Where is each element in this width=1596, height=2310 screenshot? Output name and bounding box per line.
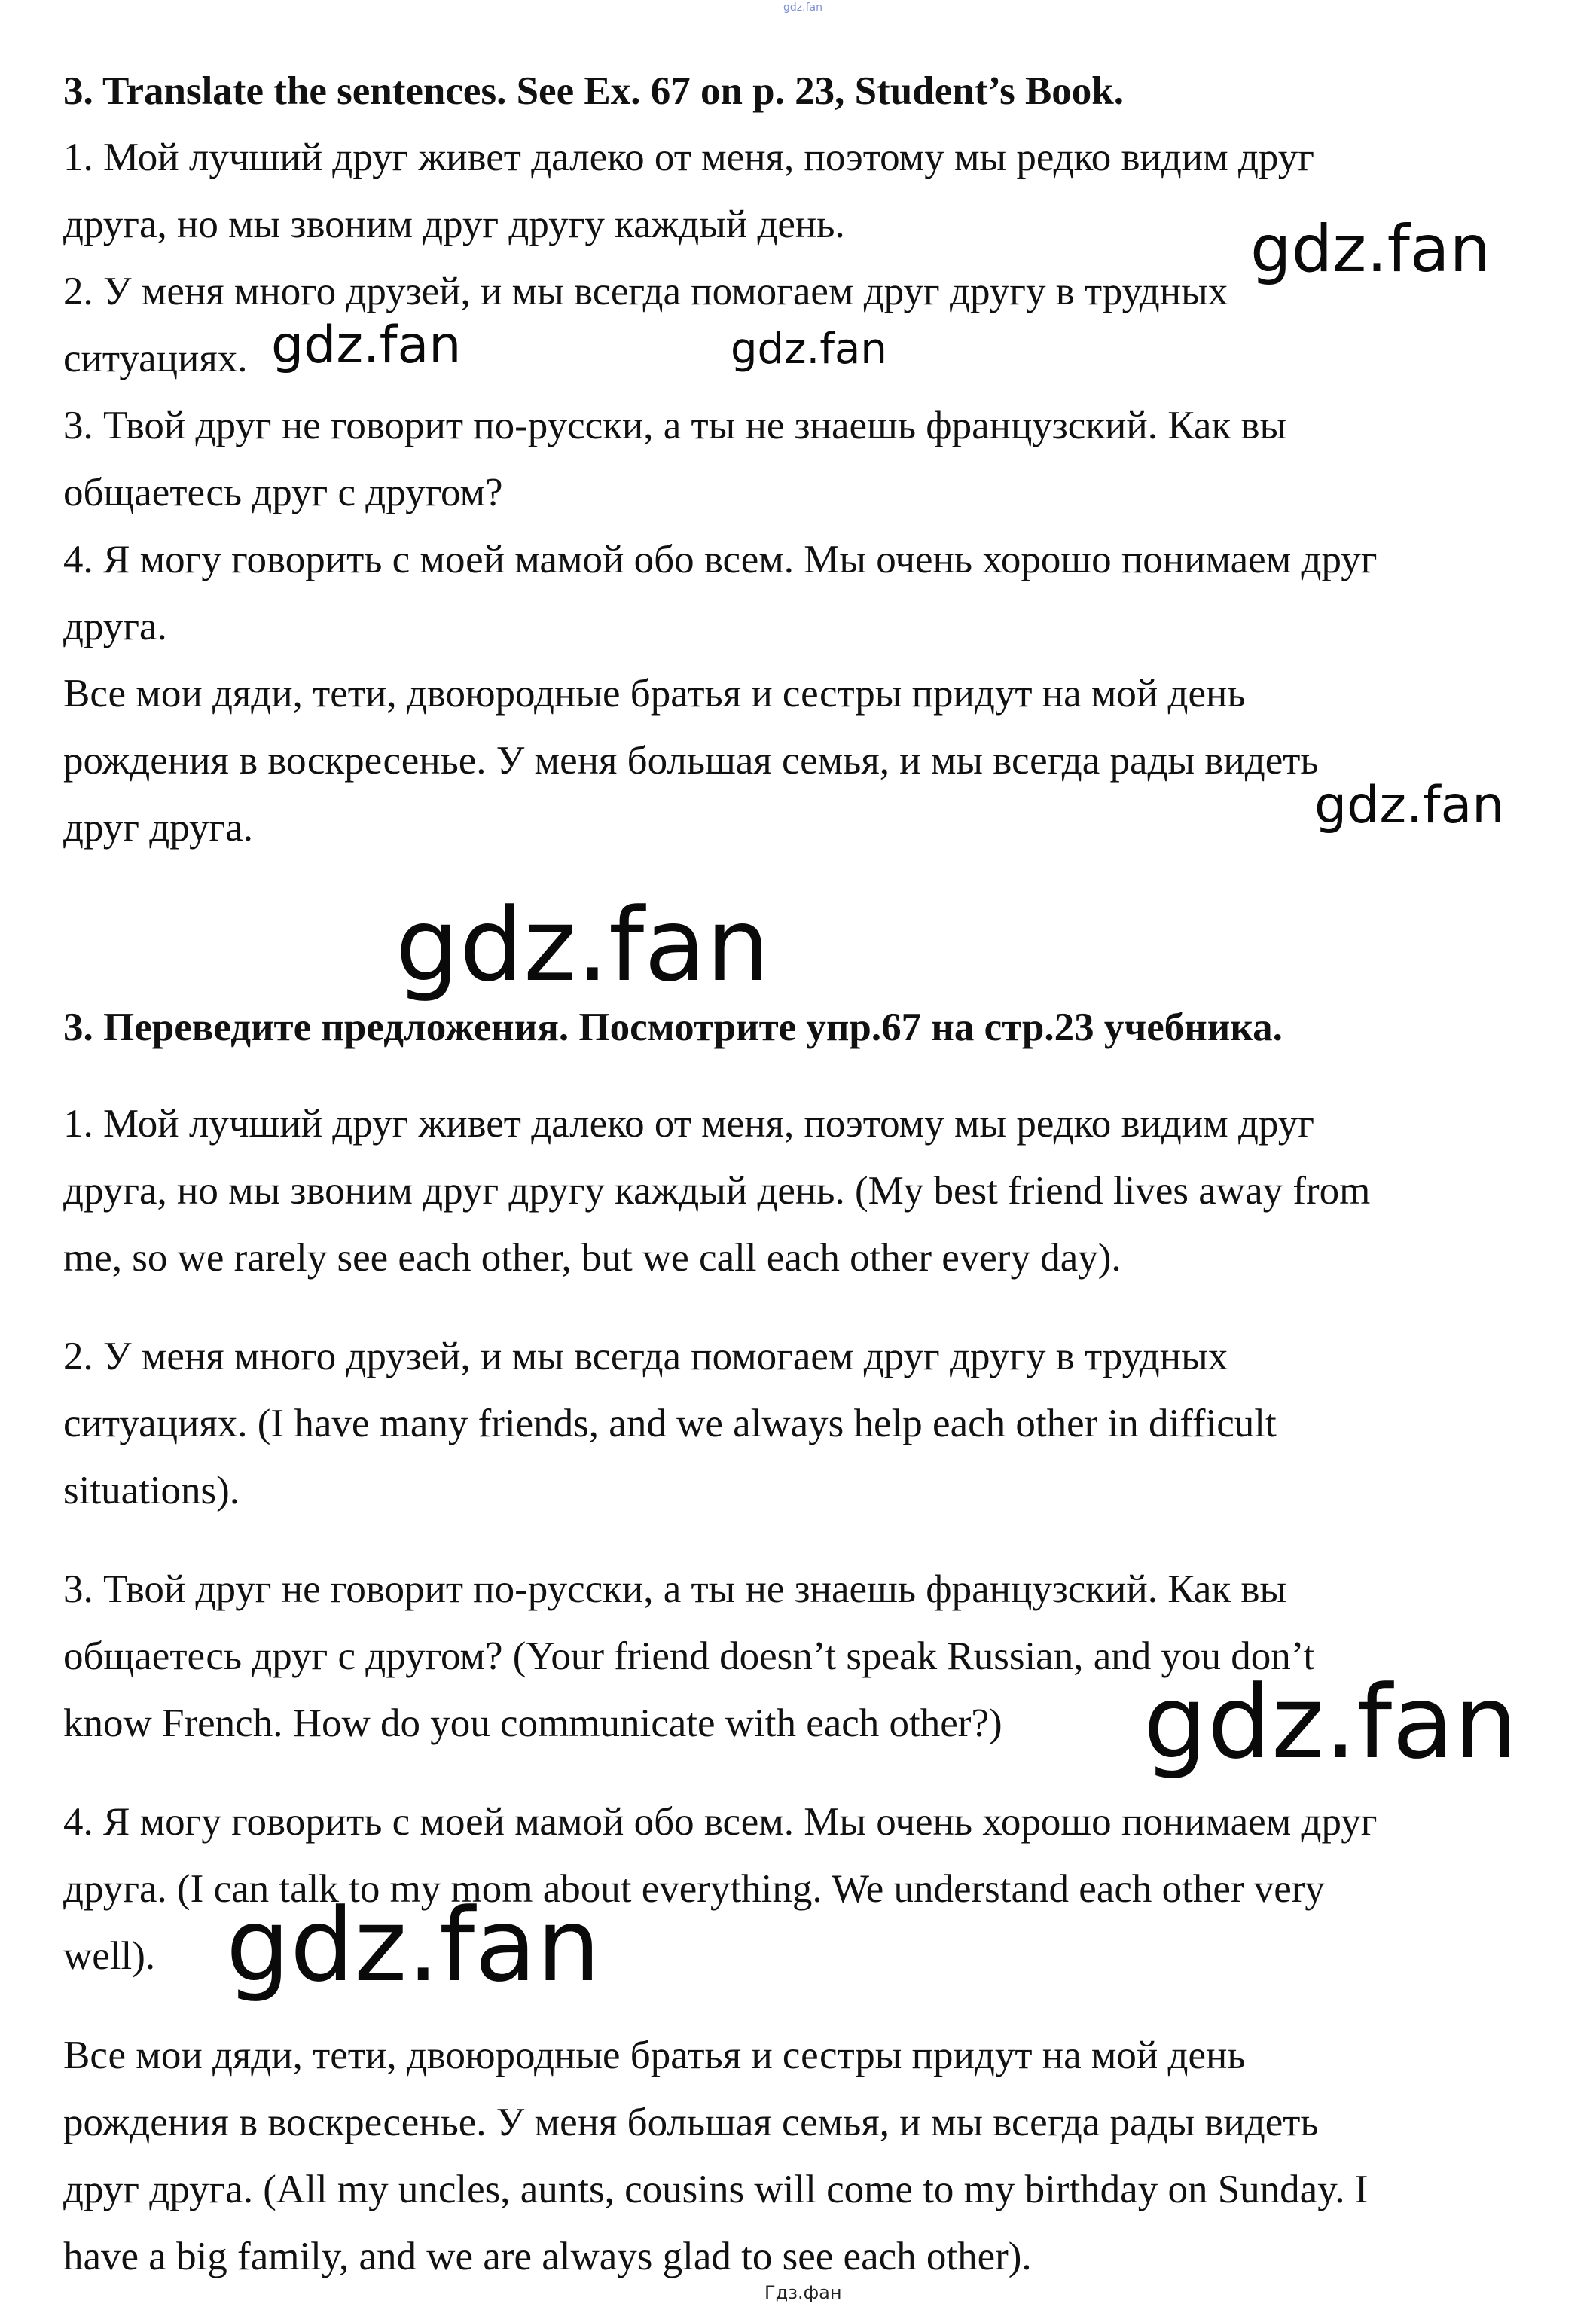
section1-line: друга, но мы звоним друг другу каждый день.	[63, 203, 845, 246]
section1-line: 4. Я могу говорить с моей мамой обо всем. Мы очень хорошо понимаем друг	[63, 538, 1378, 581]
section2-line: друг друга. (All my uncles, aunts, cousins will come to my birthday on Sunday. I	[63, 2168, 1369, 2211]
top-watermark: gdz.fan	[783, 2, 822, 14]
watermark: gdz.fan	[1143, 1664, 1518, 1781]
watermark: gdz.fan	[395, 886, 771, 1004]
section2-line: well).	[63, 1934, 156, 1978]
watermark: gdz.fan	[731, 325, 887, 374]
section2-line: Все мои дяди, тети, двоюродные братья и сестры придут на мой день	[63, 2034, 1246, 2077]
section2-line: 3. Твой друг не говорит по-русски, а ты не знаешь французский. Как вы	[63, 1567, 1287, 1611]
section2-line: 2. У меня много друзей, и мы всегда помогаем друг другу в трудных	[63, 1335, 1228, 1378]
section1-line: ситуациях.	[63, 337, 248, 380]
section2-line: друга, но мы звоним друг другу каждый день. (My best friend lives away from	[63, 1169, 1371, 1213]
section1-line: друга.	[63, 605, 167, 648]
footer-watermark: Гдз.фан	[764, 2282, 842, 2303]
section1-line: Все мои дяди, тети, двоюродные братья и сестры придут на мой день	[63, 672, 1246, 716]
section1-line: 2. У меня много друзей, и мы всегда помогаем друг другу в трудных	[63, 270, 1228, 313]
section2-line: друга. (I can talk to my mom about everything. We understand each other very	[63, 1867, 1325, 1911]
section2-line: know French. How do you communicate with each other?)	[63, 1701, 1002, 1745]
section2-line: 1. Мой лучший друг живет далеко от меня, поэтому мы редко видим друг	[63, 1102, 1314, 1146]
section2-line: рождения в воскресенье. У меня большая семья, и мы всегда рады видеть	[63, 2101, 1319, 2144]
section1-line: друг друга.	[63, 806, 254, 850]
section1-line: 3. Твой друг не говорит по-русски, а ты не знаешь французский. Как вы	[63, 404, 1287, 447]
section2-line: общаетесь друг с другом? (Your friend doesn’t speak Russian, and you don’t	[63, 1634, 1315, 1678]
section2-line: ситуациях. (I have many friends, and we always help each other in difficult	[63, 1402, 1277, 1445]
watermark: gdz.fan	[1314, 776, 1505, 835]
watermark: gdz.fan	[271, 316, 462, 375]
section1-line: общаетесь друг с другом?	[63, 471, 503, 514]
section2-line: situations).	[63, 1469, 240, 1512]
section2-line: have a big family, and we are always glad to see each other).	[63, 2235, 1032, 2278]
section1-line: 1. Мой лучший друг живет далеко от меня, поэтому мы редко видим друг	[63, 136, 1314, 179]
section2-line: me, so we rarely see each other, but we call each other every day).	[63, 1236, 1121, 1280]
section1-line: рождения в воскресенье. У меня большая семья, и мы всегда рады видеть	[63, 739, 1319, 783]
section2-line: 4. Я могу говорить с моей мамой обо всем. Мы очень хорошо понимаем друг	[63, 1800, 1378, 1844]
watermark: gdz.fan	[226, 1887, 601, 2004]
watermark: gdz.fan	[1250, 212, 1491, 287]
section2-heading: 3. Переведите предложения. Посмотрите упр.67 на стр.23 учебника.	[63, 1005, 1283, 1049]
section1-heading: 3. Translate the sentences. See Ex. 67 on p. 23, Student’s Book.	[63, 69, 1125, 113]
